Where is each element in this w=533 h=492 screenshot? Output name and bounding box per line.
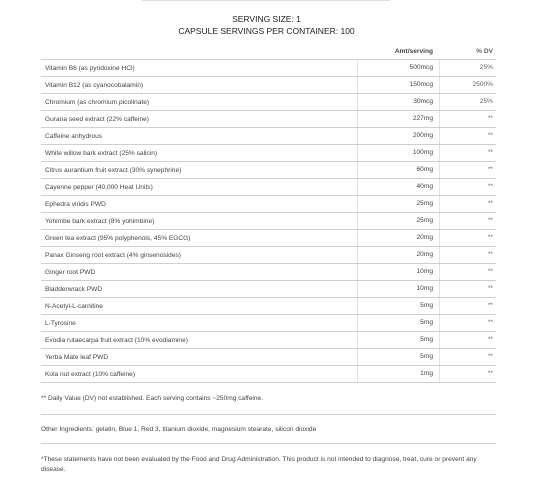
- ingredient-amount: 150mcg: [357, 77, 439, 93]
- table-row: [41, 264, 496, 281]
- table-row: [41, 162, 496, 179]
- ingredient-name: Yerba Mate leaf PWD: [45, 353, 109, 361]
- dv-footnote: ** Daily Value (DV) not established. Each serving contains ~250mg caffeine.: [41, 395, 264, 402]
- ingredient-name: Cayenne pepper (40,000 Heat Units): [45, 183, 153, 191]
- ingredient-name: N-Acetyl-L-carnitine: [45, 302, 103, 310]
- ingredient-name: Gurana seed extract (22% caffeine): [45, 115, 149, 123]
- table-row: [41, 60, 496, 77]
- ingredients-divider: [41, 443, 496, 444]
- ingredient-name: Kola nut extract (10% caffeine): [45, 370, 136, 378]
- other-ingredients: Other Ingredients: gelatin, Blue 1, Red 3, titanium dioxide, magnesium stearate, silicon dioxide: [41, 426, 317, 433]
- header-daily-value: % DV: [439, 48, 496, 55]
- ingredient-name: Chromium (as chromium picolinate): [45, 98, 150, 106]
- ingredient-amount: 20mg: [357, 230, 439, 246]
- servings-per-container: CAPSULE SERVINGS PER CONTAINER: 100: [178, 26, 355, 36]
- ingredient-daily-value: 25%: [439, 94, 496, 110]
- table-row: [41, 94, 496, 111]
- ingredient-name: L-Tyrosine: [45, 319, 76, 327]
- ingredient-amount: 10mg: [357, 264, 439, 280]
- fda-disclaimer: *These statements have not been evaluated by the Food and Drug Administration. This product is not intended to diagnose, treat, cure or prevent any disease.: [41, 456, 477, 473]
- ingredient-name: Green tea extract (95% polyphenols, 45% EGCG): [45, 234, 191, 242]
- ingredient-daily-value: **: [439, 196, 496, 212]
- serving-size: SERVING SIZE: 1: [232, 14, 301, 24]
- ingredient-daily-value: **: [439, 315, 496, 331]
- ingredient-amount: 10mg: [357, 281, 439, 297]
- table-row: [41, 111, 496, 128]
- ingredient-amount: 100mg: [357, 145, 439, 161]
- ingredient-amount: 200mg: [357, 128, 439, 144]
- ingredient-name: White willow bark extract (25% salicin): [45, 149, 158, 157]
- ingredient-amount: 227mg: [357, 111, 439, 127]
- ingredient-amount: 25mg: [357, 213, 439, 229]
- table-row: [41, 315, 496, 332]
- ingredient-amount: 20mg: [357, 247, 439, 263]
- ingredient-daily-value: **: [439, 366, 496, 382]
- table-row: [41, 196, 496, 213]
- table-row: [41, 179, 496, 196]
- table-row: [41, 230, 496, 247]
- ingredient-name: Vitamin B12 (as cyanocobalamin): [45, 81, 144, 89]
- table-row: [41, 298, 496, 315]
- serving-header: [0, 13, 533, 37]
- ingredient-amount: 5mg: [357, 349, 439, 365]
- ingredient-daily-value: **: [439, 230, 496, 246]
- ingredient-name: Panax Ginseng root extract (4% ginsenosides): [45, 251, 181, 259]
- ingredient-daily-value: **: [439, 349, 496, 365]
- top-divider: [142, 0, 390, 1]
- ingredient-name: Vitamin B6 (as pyridoxine HCl): [45, 64, 135, 72]
- ingredient-daily-value: **: [439, 332, 496, 348]
- table-row: [41, 247, 496, 264]
- ingredient-daily-value: **: [439, 213, 496, 229]
- table-row: [41, 77, 496, 94]
- ingredient-name: Bladderwrack PWD: [45, 285, 103, 293]
- table-body: [41, 60, 496, 383]
- ingredient-daily-value: 25%: [439, 60, 496, 76]
- ingredient-amount: 40mg: [357, 179, 439, 195]
- ingredient-amount: 5mg: [357, 298, 439, 314]
- table-row: [41, 281, 496, 298]
- table-header: [41, 43, 496, 60]
- ingredient-daily-value: **: [439, 298, 496, 314]
- table-row: [41, 128, 496, 145]
- ingredient-amount: 500mcg: [357, 60, 439, 76]
- ingredient-daily-value: **: [439, 111, 496, 127]
- footnote-divider: [41, 414, 496, 415]
- table-row: [41, 145, 496, 162]
- table-row: [41, 366, 496, 383]
- supplement-facts-table: [41, 43, 496, 383]
- ingredient-amount: 60mg: [357, 162, 439, 178]
- ingredient-amount: 5mg: [357, 332, 439, 348]
- table-row: [41, 349, 496, 366]
- ingredient-amount: 30mcg: [357, 94, 439, 110]
- ingredient-amount: 5mg: [357, 315, 439, 331]
- ingredient-name: Ginger root PWD: [45, 268, 96, 276]
- ingredient-daily-value: **: [439, 145, 496, 161]
- table-row: [41, 213, 496, 230]
- header-amount: Amt/serving: [357, 48, 439, 55]
- ingredient-daily-value: **: [439, 162, 496, 178]
- ingredient-name: Yohimbe bark extract (8% yohimbine): [45, 217, 155, 225]
- ingredient-daily-value: **: [439, 179, 496, 195]
- ingredient-daily-value: **: [439, 264, 496, 280]
- table-row: [41, 332, 496, 349]
- ingredient-name: Citrus aurantium fruit extract (30% synephrine): [45, 166, 182, 174]
- ingredient-daily-value: 2500%: [439, 77, 496, 93]
- ingredient-name: Evodia rutaecarpa fruit extract (10% evodiamine): [45, 336, 188, 344]
- ingredient-daily-value: **: [439, 247, 496, 263]
- ingredient-daily-value: **: [439, 281, 496, 297]
- ingredient-name: Caffeine anhydrous: [45, 132, 103, 140]
- ingredient-amount: 1mg: [357, 366, 439, 382]
- ingredient-daily-value: **: [439, 128, 496, 144]
- ingredient-name: Ephedra viridis PWD: [45, 200, 106, 208]
- ingredient-amount: 25mg: [357, 196, 439, 212]
